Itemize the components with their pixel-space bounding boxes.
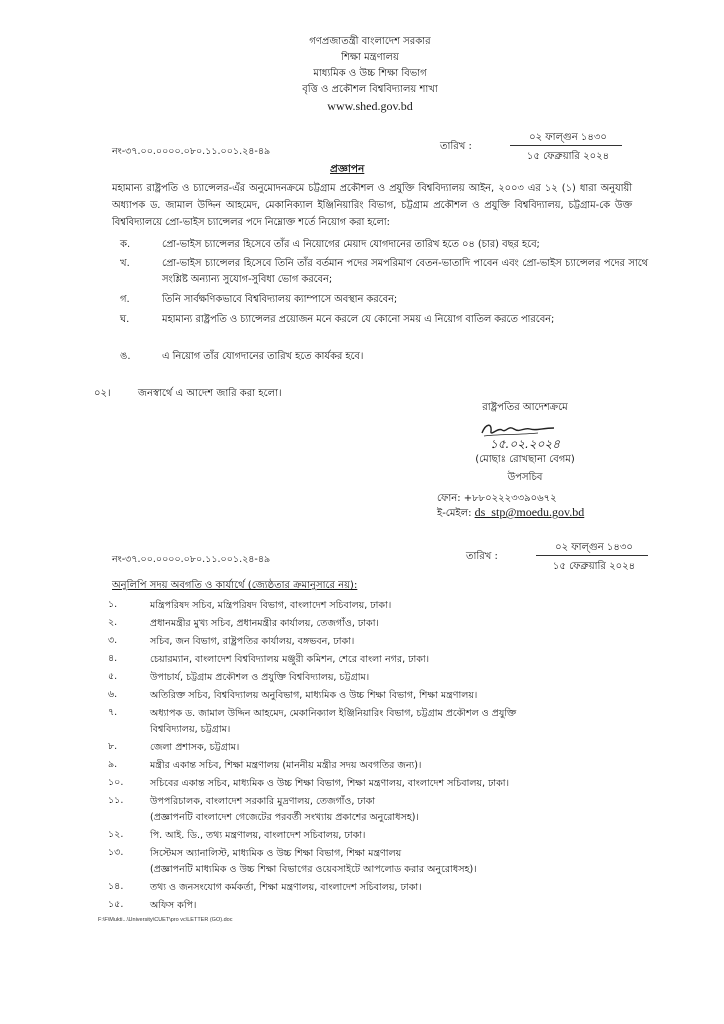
signature-date: ১৫.০২.২০২৪	[489, 437, 560, 451]
item-number: ১৪.	[108, 881, 124, 892]
division-name: মাধ্যমিক ও উচ্চ শিক্ষা বিভাগ	[313, 68, 427, 79]
main-paragraph: মহামান্য রাষ্ট্রপতি ও চ্যান্সেলর-এঁর অনুমোদনক্রমে চট্টগ্রাম প্রকৌশল ও প্রযুক্তি বিশ্ববিদ্যালয় আইন, ২০০৩ এর ১২ (১) ধারা অনুযায়ী অধ্যাপক ড. জামাল উদ্দিন আহমেদ, মেকানিক্যাল ইঞ্জিনিয়ারিং বিভাগ, চট্টগ্রাম প্রকৌশল ও প্রযুক্তি বিশ্ববিদ্যালয়, চট্টগ্রাম-কে উক্ত বিশ্ববিদ্যালয়ে প্রো-ভাইস চ্যান্সেলর পদে নিম্নোক্ত শর্তে নিয়োগ করা হলো:	[112, 183, 632, 228]
memo-date	[440, 130, 620, 166]
phone-number: +৮৮০২২২৩৩৯০৬৭২	[463, 493, 557, 504]
condition-marker: ঙ.	[120, 351, 131, 362]
item-number: ২.	[108, 617, 118, 628]
condition-marker: ক.	[120, 239, 131, 250]
item-text-continued: (প্রজ্ঞাপনটি বাংলাদেশ গেজেটের পরবর্তী সংখ্যায় প্রকাশের অনুরোধসহ)।	[150, 812, 419, 823]
condition-marker: ঘ.	[120, 314, 130, 325]
email-line	[437, 505, 584, 523]
document-title: প্রজ্ঞাপন	[330, 163, 365, 175]
govt-name: গণপ্রজাতন্ত্রী বাংলাদেশ সরকার	[309, 36, 431, 47]
signatory-name: (মোছাঃ রোখছানা বেগম)	[475, 454, 575, 465]
file-path-footer: F:\F\Mukti...\University\CUET\pro vc\LETTER (GO).doc	[98, 917, 233, 923]
date-label: তারিখ :	[440, 141, 472, 152]
item-number: ১১.	[108, 795, 124, 806]
memo-number: নং-৩৭.০০.০০০০.০৮০.১১.০০১.২৪-৪৯	[112, 146, 271, 157]
date-english: ১৫ ফেব্রুয়ারি ২০২৪	[526, 151, 610, 162]
condition-text: প্রো-ভাইস চ্যান্সেলর হিসেবে তিনি তাঁর বর্তমান পদের সমপরিমাণ বেতন-ভাতাদি পাবেন এবং প্রো-ভাইস চ্যান্সেলর পদের সাথে সংশ্লিষ্ট অন্যান্য সুযোগ-সুবিধা ভোগ করবেন;	[162, 258, 648, 285]
item-text: জেলা প্রশাসক, চট্টগ্রাম।	[150, 742, 240, 753]
item-text: অফিস কপি।	[150, 900, 197, 911]
item-text: উপপরিচালক, বাংলাদেশ সরকারি মুদ্রণালয়, তেজগাঁও, ঢাকা	[150, 796, 375, 807]
condition-text: মহামান্য রাষ্ট্রপতি ও চ্যান্সেলর প্রয়োজন মনে করলে যে কোনো সময় এ নিয়োগ বাতিল করতে পারবেন;	[162, 314, 555, 325]
item-number: ৯.	[108, 759, 118, 770]
branch-name: বৃত্তি ও প্রকৌশল বিশ্ববিদ্যালয় শাখা	[302, 84, 438, 95]
memo-number-2: নং-৩৭.০০.০০০০.০৮০.১১.০০১.২৪-৪৯	[112, 554, 271, 565]
date-divider	[510, 145, 622, 146]
item-text: মন্ত্রিপরিষদ সচিব, মন্ত্রিপরিষদ বিভাগ, বাংলাদেশ সচিবালয়, ঢাকা।	[150, 600, 392, 611]
date-bangla: ০২ ফাল্গুন ১৪৩০	[555, 542, 633, 553]
condition-marker: গ.	[120, 294, 130, 305]
item-text: অধ্যাপক ড. জামাল উদ্দিন আহমেদ, মেকানিক্যাল ইঞ্জিনিয়ারিং বিভাগ, চট্টগ্রাম প্রকৌশল ও প্রযুক্তি	[150, 708, 517, 719]
signatory-designation: উপসচিব	[507, 472, 543, 483]
item-text: তথ্য ও জনসংযোগ কর্মকর্তা, শিক্ষা মন্ত্রণালয়, বাংলাদেশ সচিবালয়, ঢাকা।	[150, 882, 422, 893]
item-text: মন্ত্রীর একান্ত সচিব, শিক্ষা মন্ত্রণালয় (মাননীয় মন্ত্রীর সদয় অবগতির জন্য)।	[150, 760, 422, 771]
order-text: জনস্বার্থে এ আদেশ জারি করা হলো।	[138, 388, 282, 399]
item-text-continued: বিশ্ববিদ্যালয়, চট্টগ্রাম।	[150, 724, 231, 735]
condition-marker: খ.	[120, 258, 130, 269]
date-divider	[536, 555, 648, 556]
order-number: ০২।	[94, 388, 111, 399]
item-number: ৮.	[108, 741, 118, 752]
item-number: ১৩.	[108, 847, 124, 858]
email-label: ই-মেইল:	[437, 508, 472, 519]
email-link[interactable]: ds_stp@moedu.gov.bd	[474, 505, 585, 519]
item-number: ১৫.	[108, 899, 124, 910]
memo-date-2	[466, 540, 646, 576]
ministry-name: শিক্ষা মন্ত্রণালয়	[341, 52, 399, 63]
item-number: ৭.	[108, 707, 118, 718]
item-text: সচিবের একান্ত সচিব, মাধ্যমিক ও উচ্চ শিক্ষা বিভাগ, শিক্ষা মন্ত্রণালয়, বাংলাদেশ সচিবালয়, ঢাকা।	[150, 778, 509, 789]
item-number: ১২.	[108, 829, 124, 840]
letterhead	[200, 34, 540, 114]
item-number: ৪.	[108, 653, 118, 664]
item-number: ১০.	[108, 777, 124, 788]
item-text: প্রধানমন্ত্রীর মুখ্য সচিব, প্রধানমন্ত্রীর কার্যালয়, তেজগাঁও, ঢাকা।	[150, 618, 379, 629]
date-bangla: ০২ ফাল্গুন ১৪৩০	[529, 132, 607, 143]
item-number: ৫.	[108, 671, 118, 682]
condition-text: তিনি সার্বক্ষণিকভাবে বিশ্ববিদ্যালয় ক্যাম্পাসে অবস্থান করবেন;	[162, 294, 398, 305]
item-text-continued: (প্রজ্ঞাপনটি মাধ্যমিক ও উচ্চ শিক্ষা বিভাগের ওয়েবসাইটে আপলোড করার অনুরোধসহ)।	[150, 864, 477, 875]
item-text: সচিব, জন বিভাগ, রাষ্ট্রপতির কার্যালয়, বঙ্গভবন, ঢাকা।	[150, 636, 355, 647]
condition-text: এ নিয়োগ তাঁর যোগদানের তারিখ হতে কার্যকর হবে।	[162, 351, 364, 362]
date-english: ১৫ ফেব্রুয়ারি ২০২৪	[552, 561, 636, 572]
item-text: চেয়ারম্যান, বাংলাদেশ বিশ্ববিদ্যালয় মঞ্জুরী কমিশন, শেরে বাংলা নগর, ঢাকা।	[150, 654, 430, 665]
item-text: সিস্টেমস অ্যানালিস্ট, মাধ্যমিক ও উচ্চ শিক্ষা বিভাগ, শিক্ষা মন্ত্রণালয়	[150, 848, 402, 859]
item-text: পি. আই. ডি., তথ্য মন্ত্রণালয়, বাংলাদেশ সচিবালয়, ঢাকা।	[150, 830, 366, 841]
item-text: উপাচার্য, চট্টগ্রাম প্রকৌশল ও প্রযুক্তি বিশ্ববিদ্যালয়, চট্টগ্রাম।	[150, 672, 370, 683]
item-text: অতিরিক্ত সচিব, বিশ্ববিদ্যালয় অনুবিভাগ, মাধ্যমিক ও উচ্চ শিক্ষা বিভাগ, শিক্ষা মন্ত্রণালয়।	[150, 690, 478, 701]
item-number: ৬.	[108, 689, 118, 700]
item-number: ১.	[108, 599, 118, 610]
date-label: তারিখ :	[466, 551, 498, 562]
copies-heading: অনুলিপি সদয় অবগতি ও কার্যার্থে (জ্যেষ্ঠতার ক্রমানুসারে নয়):	[112, 580, 358, 591]
website: www.shed.gov.bd	[327, 99, 413, 113]
phone-label: ফোন:	[437, 493, 461, 504]
by-order-line: রাষ্ট্রপতির আদেশক্রমে	[482, 402, 568, 413]
condition-text: প্রো-ভাইস চ্যান্সেলর হিসেবে তাঁর এ নিয়োগের মেয়াদ যোগদানের তারিখ হতে ০৪ (চার) বছর হবে;	[162, 239, 540, 250]
item-number: ৩.	[108, 635, 118, 646]
